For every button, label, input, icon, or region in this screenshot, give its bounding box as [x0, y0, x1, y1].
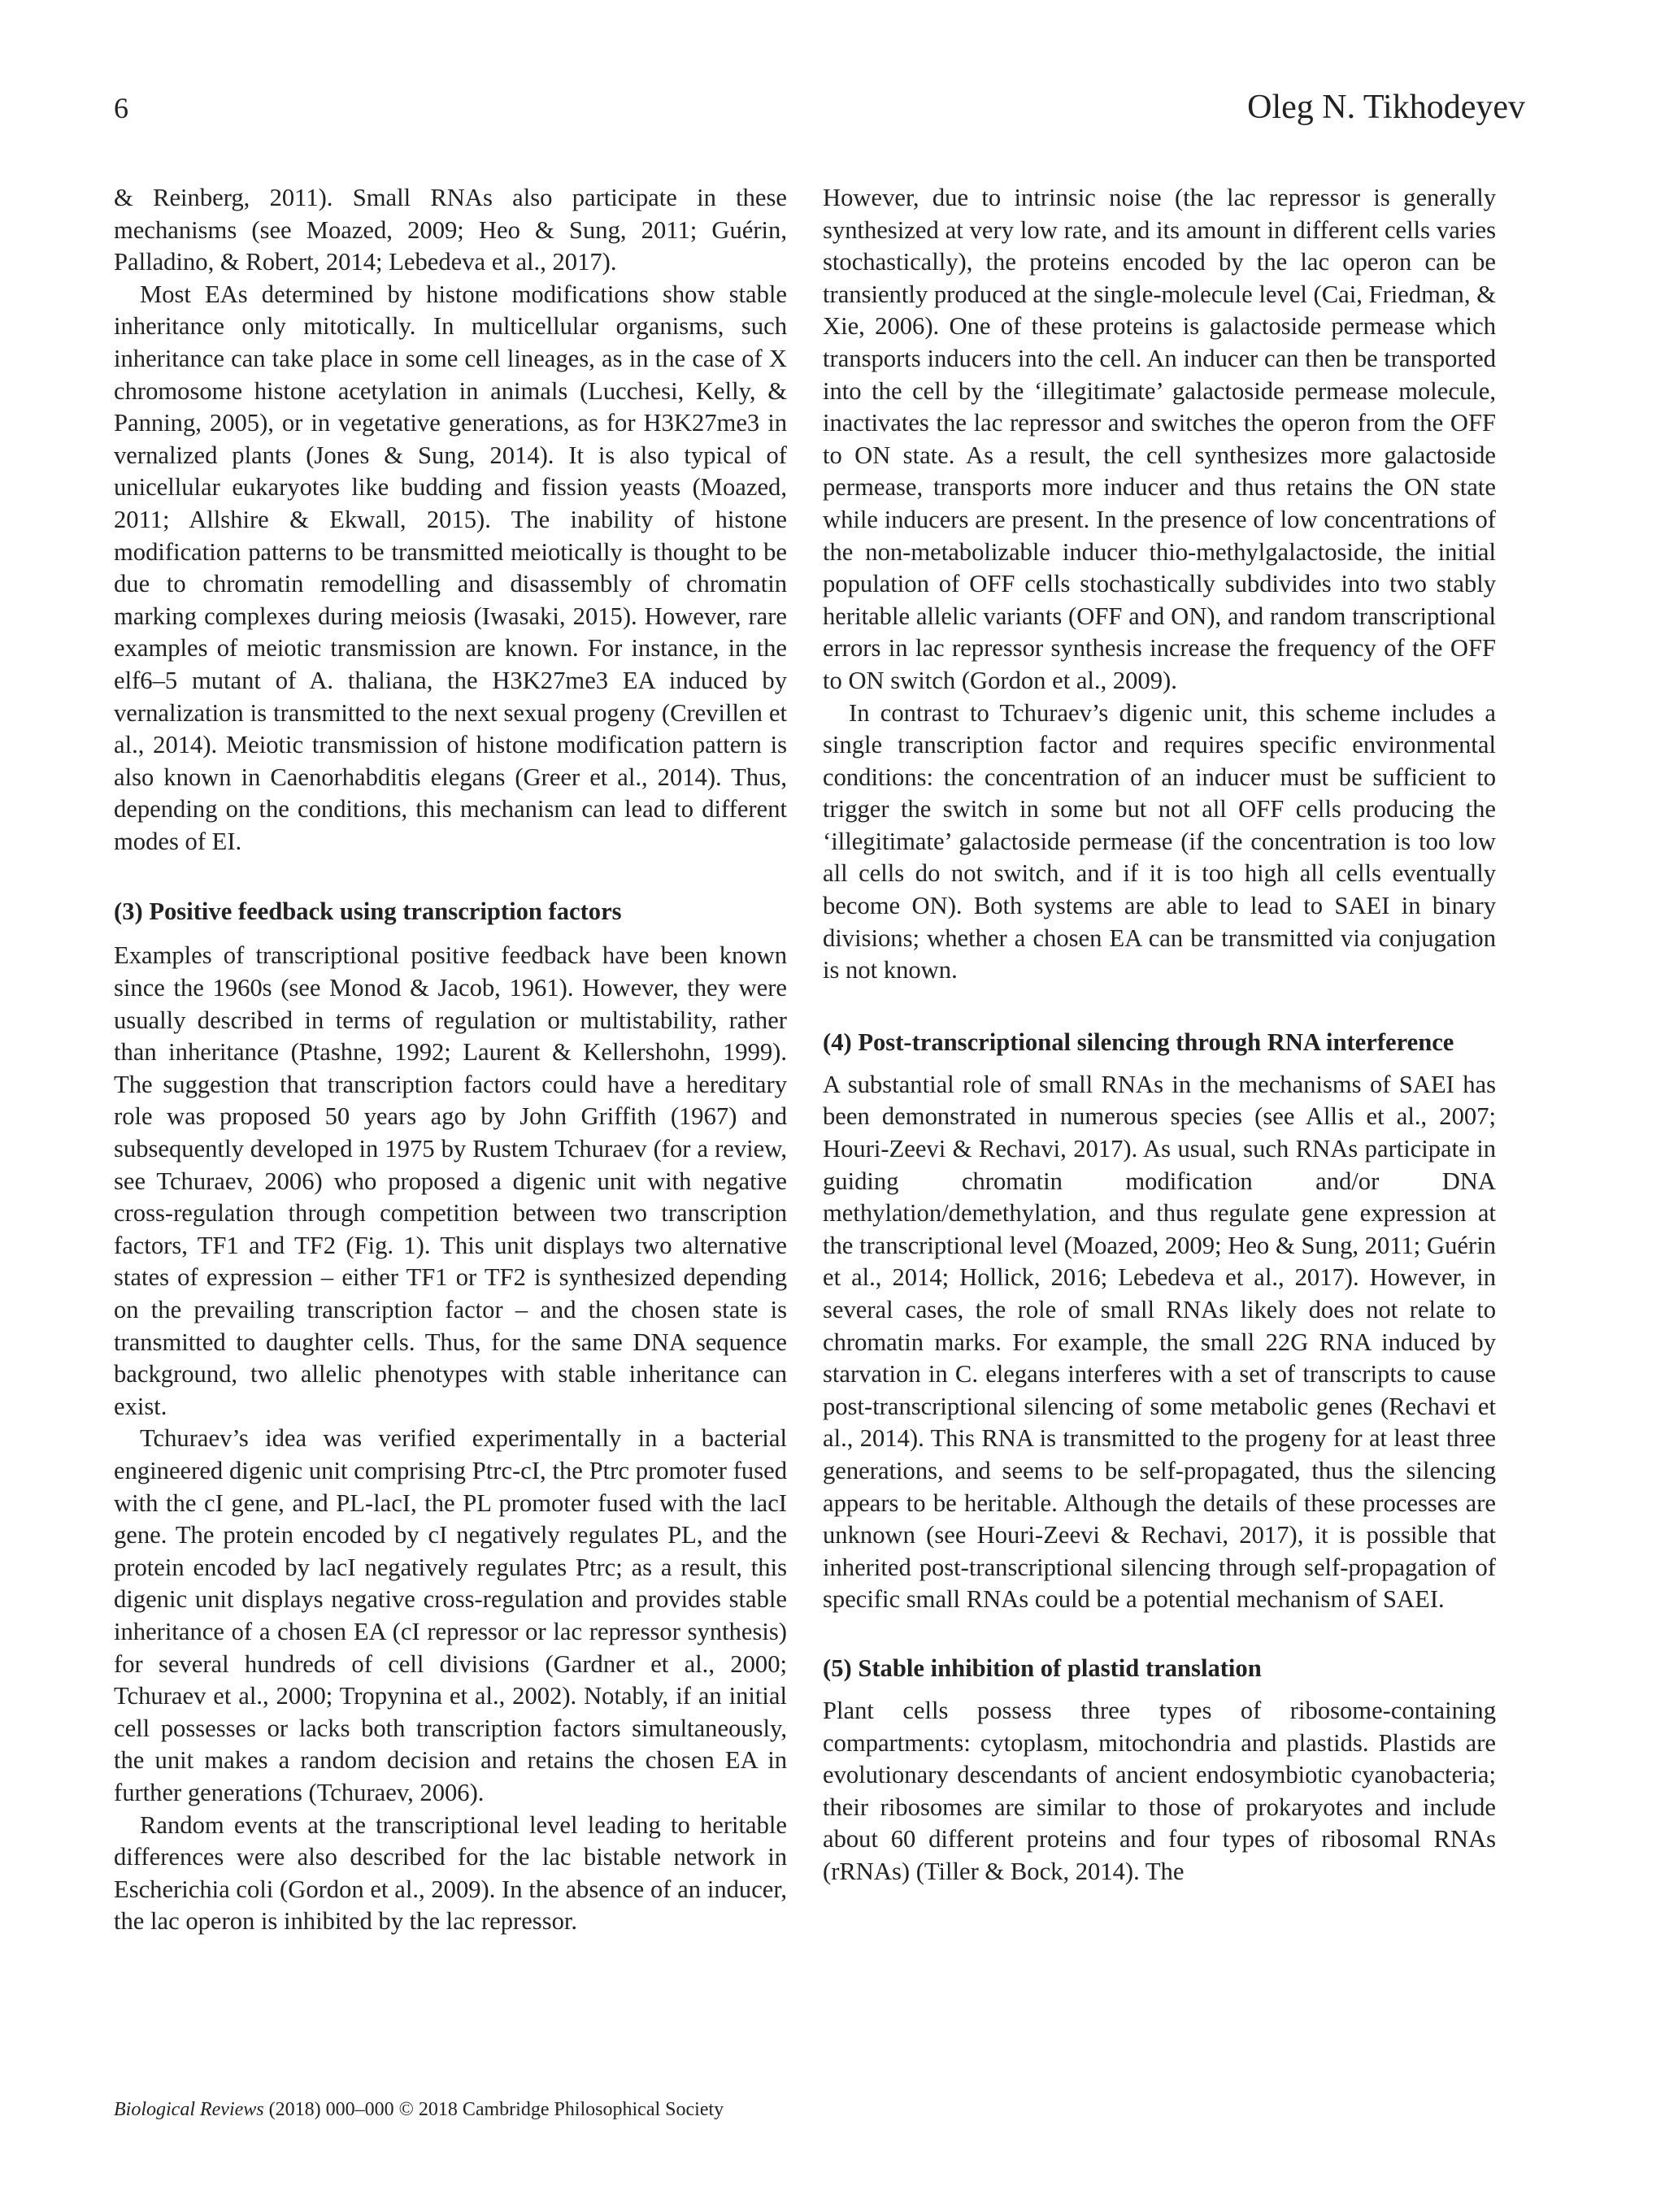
right-column [823, 182, 1496, 1888]
footer-citation: (2018) 000–000 © 2018 Cambridge Philosophical Society [263, 2099, 724, 2120]
paragraph: Random events at the transcriptional level leading to heritable differences were also described for the lac bistable network in Escherichia coli (Gordon et al., 2009). In the absence of an inducer, the lac operon is inhibited by the lac repressor. [114, 1810, 787, 1936]
section-heading-5: (5) Stable inhibition of plastid translation [823, 1654, 1262, 1682]
section-heading-3: (3) Positive feedback using transcription factors [114, 897, 622, 926]
paragraph: In contrast to Tchuraev’s digenic unit, this scheme includes a single transcription factor and requires specific environmental conditions: the concentration of an inducer must be sufficient to trigger the switch in some but not all OFF cells producing the ‘illegitimate’ galactoside permease (if the concentration is too low all cells do not switch, and if it is too high all cells eventually become ON). Both systems are able to lead to SAEI in binary divisions; whether a chosen EA can be transmitted via conjugation is not known. [823, 698, 1496, 984]
left-column [114, 182, 787, 1938]
footer [114, 2099, 724, 2121]
journal-name: Biological Reviews [114, 2099, 264, 2120]
paragraph: Examples of transcriptional positive feedback have been known since the 1960s (see Monod & Jacob, 1961). However, they were usually described in terms of regulation or multistability, rather than inheritance (Ptashne, 1992; Laurent & Kellershohn, 1999). The suggestion that transcription factors could have a hereditary role was proposed 50 years ago by John Griffith (1967) and subsequently developed in 1975 by Rustem Tchuraev (for a review, see Tchuraev, 2006) who proposed a digenic unit with negative cross-regulation through competition between two transcription factors, TF1 and TF2 (Fig. 1). This unit displays two alternative states of expression – either TF1 or TF2 is synthesized depending on the prevailing transcription factor – and the chosen state is transmitted to daughter cells. Thus, for the same DNA sequence background, two allelic phenotypes with stable inheritance can exist. [114, 941, 787, 1420]
paragraph: & Reinberg, 2011). Small RNAs also participate in these mechanisms (see Moazed, 2009; Heo & Sung, 2011; Guérin, Palladino, & Robert, 2014; Lebedeva et al., 2017). [114, 184, 787, 276]
paragraph: A substantial role of small RNAs in the mechanisms of SAEI has been demonstrated in numerous species (see Allis et al., 2007; Houri-Zeevi & Rechavi, 2017). As usual, such RNAs participate in guiding chromatin modification and/or DNA methylation/demethylation, and thus regulate gene expression at the transcriptional level (Moazed, 2009; Heo & Sung, 2011; Guérin et al., 2014; Hollick, 2016; Lebedeva et al., 2017). However, in several cases, the role of small RNAs likely does not relate to chromatin marks. For example, the small 22G RNA induced by starvation in C. elegans interferes with a set of transcripts to cause post-transcriptional silencing of some metabolic genes (Rechavi et al., 2014). This RNA is transmitted to the progeny for at least three generations, and seems to be self-propagated, thus the silencing appears to be heritable. Although the details of these processes are unknown (see Houri-Zeevi & Rechavi, 2017), it is possible that inherited post-transcriptional silencing through self-propagation of specific small RNAs could be a potential mechanism of SAEI. [823, 1070, 1496, 1614]
paragraph: Most EAs determined by histone modifications show stable inheritance only mitotically. In multicellular organisms, such inheritance can take place in some cell lineages, as in the case of X chromosome histone acetylation in animals (Lucchesi, Kelly, & Panning, 2005), or in vegetative generations, as for H3K27me3 in vernalized plants (Jones & Sung, 2014). It is also typical of unicellular eukaryotes like budding and fission yeasts (Moazed, 2011; Allshire & Ekwall, 2015). The inability of histone modification patterns to be transmitted meiotically is thought to be due to chromatin remodelling and disassembly of chromatin marking complexes during meiosis (Iwasaki, 2015). However, rare examples of meiotic transmission are known. For instance, in the elf6–5 mutant of A. thaliana, the H3K27me3 EA induced by vernalization is transmitted to the next sexual progeny (Crevillen et al., 2014). Meiotic transmission of histone modification pattern is also known in Caenorhabditis elegans (Greer et al., 2014). Thus, depending on the conditions, this mechanism can lead to different modes of EI. [114, 280, 787, 855]
running-head: Oleg N. Tikhodeyev [1247, 89, 1525, 126]
section-heading-4: (4) Post-transcriptional silencing through RNA interference [823, 1028, 1454, 1056]
paragraph: However, due to intrinsic noise (the lac repressor is generally synthesized at very low rate, and its amount in different cells varies stochastically), the proteins encoded by the lac operon can be transiently produced at the single-molecule level (Cai, Friedman, & Xie, 2006). One of these proteins is galactoside permease which transports inducers into the cell. An inducer can then be transported into the cell by the ‘illegitimate’ galactoside permease molecule, inactivates the lac repressor and switches the operon from the OFF to ON state. As a result, the cell synthesizes more galactoside permease, transports more inducer and thus retains the ON state while inducers are present. In the presence of low concentrations of the non-metabolizable inducer thio-methylgalactoside, the initial population of OFF cells stochastically subdivides into two stably heritable allelic variants (OFF and ON), and random transcriptional errors in lac repressor synthesis increase the frequency of the OFF to ON switch (Gordon et al., 2009). [823, 184, 1496, 694]
page-number: 6 [114, 92, 128, 124]
paragraph: Tchuraev’s idea was verified experimentally in a bacterial engineered digenic unit comprising Ptrc-cI, the Ptrc promoter fused with the cI gene, and PL-lacI, the PL promoter fused with the lacI gene. The protein encoded by cI negatively regulates PL, and the protein encoded by lacI negatively regulates Ptrc; as a result, this digenic unit displays negative cross-regulation and provides stable inheritance of a chosen EA (cI repressor or lac repressor synthesis) for several hundreds of cell divisions (Gardner et al., 2000; Tchuraev et al., 2000; Tropynina et al., 2002). Notably, if an initial cell possesses or lacks both transcription factors simultaneously, the unit makes a random decision and retains the chosen EA in further generations (Tchuraev, 2006). [114, 1424, 787, 1806]
paragraph: Plant cells possess three types of ribosome-containing compartments: cytoplasm, mitochondria and plastids. Plastids are evolutionary descendants of ancient endosymbiotic cyanobacteria; their ribosomes are similar to those of prokaryotes and include about 60 different proteins and four types of ribosomal RNAs (rRNAs) (Tiller & Bock, 2014). The [823, 1696, 1496, 1885]
